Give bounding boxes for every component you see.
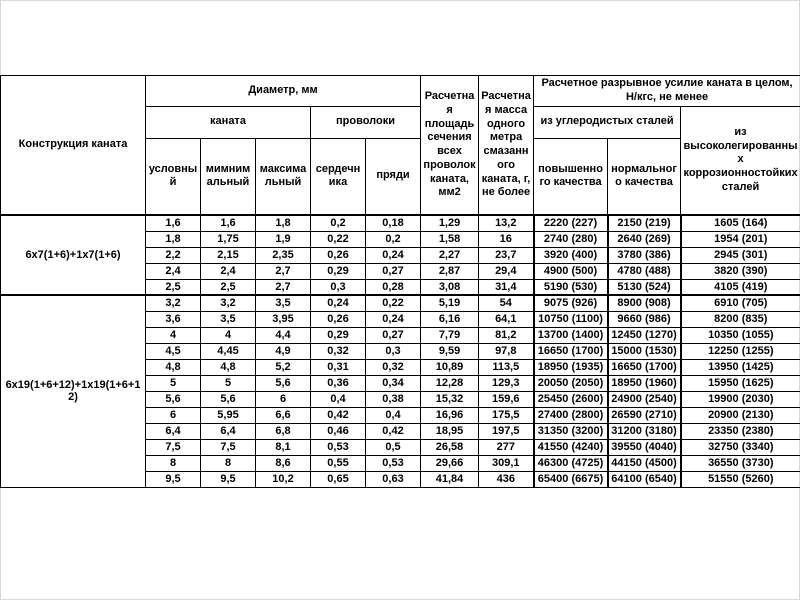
- data-cell: 15,32: [421, 391, 479, 407]
- data-cell: 29,66: [421, 455, 479, 471]
- data-cell: 2945 (301): [681, 247, 800, 263]
- data-cell: 0,65: [311, 471, 366, 487]
- data-cell: 3,95: [256, 311, 311, 327]
- data-cell: 1,9: [256, 231, 311, 247]
- data-cell: 197,5: [479, 423, 534, 439]
- data-cell: 65400 (6675): [534, 471, 608, 487]
- data-cell: 3,08: [421, 279, 479, 295]
- data-cell: 31200 (3180): [608, 423, 681, 439]
- rope-spec-table: [0, 75, 800, 488]
- data-cell: 9,5: [146, 471, 201, 487]
- data-cell: 4900 (500): [534, 263, 608, 279]
- col-header-diameter: Диаметр, мм: [146, 76, 421, 107]
- col-header-min: мимнимальный: [201, 138, 256, 215]
- data-cell: 97,8: [479, 343, 534, 359]
- data-cell: 1,6: [146, 215, 201, 231]
- data-cell: 31,4: [479, 279, 534, 295]
- data-cell: 15000 (1530): [608, 343, 681, 359]
- data-cell: 3,6: [146, 311, 201, 327]
- data-cell: 5: [146, 375, 201, 391]
- table-row: [1, 215, 800, 231]
- data-cell: 309,1: [479, 455, 534, 471]
- data-cell: 10,2: [256, 471, 311, 487]
- data-cell: 8200 (835): [681, 311, 800, 327]
- data-cell: 4: [146, 327, 201, 343]
- data-cell: 23,7: [479, 247, 534, 263]
- data-cell: 2,4: [201, 263, 256, 279]
- data-cell: 2,7: [256, 279, 311, 295]
- data-cell: 9,5: [201, 471, 256, 487]
- data-cell: 3780 (386): [608, 247, 681, 263]
- data-cell: 5190 (530): [534, 279, 608, 295]
- data-cell: 1,58: [421, 231, 479, 247]
- data-cell: 6910 (705): [681, 295, 800, 311]
- col-header-normal-quality: нормального качества: [608, 138, 681, 215]
- data-cell: 5,19: [421, 295, 479, 311]
- data-cell: 64100 (6540): [608, 471, 681, 487]
- data-cell: 10350 (1055): [681, 327, 800, 343]
- table-body: [1, 215, 800, 487]
- data-cell: 0,53: [311, 439, 366, 455]
- data-cell: 7,5: [201, 439, 256, 455]
- data-cell: 9,59: [421, 343, 479, 359]
- data-cell: 27400 (2800): [534, 407, 608, 423]
- col-header-strand: пряди: [366, 138, 421, 215]
- data-cell: 3,5: [201, 311, 256, 327]
- data-cell: 0,4: [366, 407, 421, 423]
- data-cell: 16,96: [421, 407, 479, 423]
- data-cell: 0,42: [366, 423, 421, 439]
- data-cell: 13700 (1400): [534, 327, 608, 343]
- data-cell: 13950 (1425): [681, 359, 800, 375]
- table-header: [1, 76, 800, 216]
- data-cell: 2220 (227): [534, 215, 608, 231]
- data-cell: 0,24: [311, 295, 366, 311]
- data-cell: 18,95: [421, 423, 479, 439]
- data-cell: 0,27: [366, 327, 421, 343]
- data-cell: 0,24: [366, 311, 421, 327]
- data-cell: 1605 (164): [681, 215, 800, 231]
- data-cell: 5,6: [256, 375, 311, 391]
- data-cell: 3,5: [256, 295, 311, 311]
- data-cell: 5,6: [146, 391, 201, 407]
- data-cell: 6: [146, 407, 201, 423]
- data-cell: 0,29: [311, 327, 366, 343]
- data-cell: 13,2: [479, 215, 534, 231]
- data-cell: 8,1: [256, 439, 311, 455]
- data-cell: 0,22: [311, 231, 366, 247]
- data-cell: 0,2: [311, 215, 366, 231]
- data-cell: 3820 (390): [681, 263, 800, 279]
- col-header-max: максимальный: [256, 138, 311, 215]
- data-cell: 129,3: [479, 375, 534, 391]
- data-cell: 0,26: [311, 247, 366, 263]
- data-cell: 4105 (419): [681, 279, 800, 295]
- data-cell: 0,34: [366, 375, 421, 391]
- construction-cell: 6х7(1+6)+1х7(1+6): [1, 215, 146, 295]
- construction-cell: 6х19(1+6+12)+1х19(1+6+12): [1, 295, 146, 487]
- data-cell: 2640 (269): [608, 231, 681, 247]
- data-cell: 24900 (2540): [608, 391, 681, 407]
- data-cell: 16650 (1700): [608, 359, 681, 375]
- data-cell: 159,6: [479, 391, 534, 407]
- data-cell: 0,5: [366, 439, 421, 455]
- data-cell: 6,6: [256, 407, 311, 423]
- data-cell: 12,28: [421, 375, 479, 391]
- data-cell: 81,2: [479, 327, 534, 343]
- col-header-construction: Конструкция каната: [1, 76, 146, 216]
- data-cell: 1,8: [146, 231, 201, 247]
- data-cell: 16650 (1700): [534, 343, 608, 359]
- data-cell: 9660 (986): [608, 311, 681, 327]
- data-cell: 5130 (524): [608, 279, 681, 295]
- data-cell: 20050 (2050): [534, 375, 608, 391]
- header-row-1: [1, 76, 800, 107]
- data-cell: 2150 (219): [608, 215, 681, 231]
- data-cell: 54: [479, 295, 534, 311]
- data-cell: 0,46: [311, 423, 366, 439]
- table-row: [1, 295, 800, 311]
- data-cell: 1,6: [201, 215, 256, 231]
- data-cell: 12450 (1270): [608, 327, 681, 343]
- data-cell: 0,3: [311, 279, 366, 295]
- data-cell: 26,58: [421, 439, 479, 455]
- col-header-mass: Расчетная масса одного метра смазанного каната, г, не более: [479, 76, 534, 216]
- col-header-alloy-steel: из высоколегированных коррозионностойких сталей: [681, 106, 800, 215]
- data-cell: 4,8: [146, 359, 201, 375]
- col-header-carbon-steel: из углеродистых сталей: [534, 106, 681, 138]
- data-cell: 9075 (926): [534, 295, 608, 311]
- data-cell: 2,5: [146, 279, 201, 295]
- data-cell: 19900 (2030): [681, 391, 800, 407]
- data-cell: 0,31: [311, 359, 366, 375]
- data-cell: 4,9: [256, 343, 311, 359]
- data-cell: 4,45: [201, 343, 256, 359]
- data-cell: 16: [479, 231, 534, 247]
- data-cell: 1954 (201): [681, 231, 800, 247]
- data-cell: 0,26: [311, 311, 366, 327]
- data-cell: 6: [256, 391, 311, 407]
- data-cell: 6,16: [421, 311, 479, 327]
- data-cell: 15950 (1625): [681, 375, 800, 391]
- data-cell: 2,4: [146, 263, 201, 279]
- data-cell: 26590 (2710): [608, 407, 681, 423]
- data-cell: 44150 (4500): [608, 455, 681, 471]
- col-header-rope: каната: [146, 106, 311, 138]
- data-cell: 3,2: [146, 295, 201, 311]
- data-cell: 113,5: [479, 359, 534, 375]
- data-cell: 0,53: [366, 455, 421, 471]
- data-cell: 2,2: [146, 247, 201, 263]
- data-cell: 25450 (2600): [534, 391, 608, 407]
- data-cell: 4,4: [256, 327, 311, 343]
- data-cell: 8,6: [256, 455, 311, 471]
- data-cell: 0,32: [311, 343, 366, 359]
- data-cell: 175,5: [479, 407, 534, 423]
- data-cell: 2,87: [421, 263, 479, 279]
- data-cell: 0,55: [311, 455, 366, 471]
- data-cell: 10750 (1100): [534, 311, 608, 327]
- data-cell: 51550 (5260): [681, 471, 800, 487]
- data-cell: 0,22: [366, 295, 421, 311]
- data-cell: 6,8: [256, 423, 311, 439]
- col-header-core: сердечника: [311, 138, 366, 215]
- data-cell: 12250 (1255): [681, 343, 800, 359]
- data-cell: 5,95: [201, 407, 256, 423]
- data-cell: 8: [201, 455, 256, 471]
- data-cell: 0,18: [366, 215, 421, 231]
- data-cell: 4: [201, 327, 256, 343]
- data-cell: 2,27: [421, 247, 479, 263]
- data-cell: 2,15: [201, 247, 256, 263]
- data-cell: 29,4: [479, 263, 534, 279]
- data-cell: 46300 (4725): [534, 455, 608, 471]
- data-cell: 41550 (4240): [534, 439, 608, 455]
- data-cell: 0,29: [311, 263, 366, 279]
- data-cell: 0,24: [366, 247, 421, 263]
- col-header-nominal: условный: [146, 138, 201, 215]
- data-cell: 5: [201, 375, 256, 391]
- col-header-high-quality: повышенного качества: [534, 138, 608, 215]
- data-cell: 3920 (400): [534, 247, 608, 263]
- data-cell: 277: [479, 439, 534, 455]
- data-cell: 7,5: [146, 439, 201, 455]
- data-cell: 0,32: [366, 359, 421, 375]
- data-cell: 31350 (3200): [534, 423, 608, 439]
- col-header-breaking-force: Расчетное разрывное усилие каната в целом, Н/кгс, не менее: [534, 76, 800, 107]
- data-cell: 0,42: [311, 407, 366, 423]
- data-cell: 20900 (2130): [681, 407, 800, 423]
- data-cell: 39550 (4040): [608, 439, 681, 455]
- data-cell: 1,29: [421, 215, 479, 231]
- data-cell: 0,27: [366, 263, 421, 279]
- data-cell: 4780 (488): [608, 263, 681, 279]
- data-cell: 64,1: [479, 311, 534, 327]
- data-cell: 32750 (3340): [681, 439, 800, 455]
- data-cell: 2,7: [256, 263, 311, 279]
- data-cell: 36550 (3730): [681, 455, 800, 471]
- data-cell: 2,5: [201, 279, 256, 295]
- data-cell: 2,35: [256, 247, 311, 263]
- data-cell: 0,4: [311, 391, 366, 407]
- data-cell: 41,84: [421, 471, 479, 487]
- data-cell: 0,63: [366, 471, 421, 487]
- data-cell: 1,75: [201, 231, 256, 247]
- data-cell: 3,2: [201, 295, 256, 311]
- data-cell: 6,4: [146, 423, 201, 439]
- data-cell: 0,3: [366, 343, 421, 359]
- data-cell: 4,5: [146, 343, 201, 359]
- data-cell: 0,2: [366, 231, 421, 247]
- col-header-wire: проволоки: [311, 106, 421, 138]
- data-cell: 0,28: [366, 279, 421, 295]
- data-cell: 10,89: [421, 359, 479, 375]
- data-cell: 18950 (1935): [534, 359, 608, 375]
- data-cell: 1,8: [256, 215, 311, 231]
- data-cell: 7,79: [421, 327, 479, 343]
- data-cell: 8: [146, 455, 201, 471]
- data-cell: 18950 (1960): [608, 375, 681, 391]
- data-cell: 436: [479, 471, 534, 487]
- data-cell: 4,8: [201, 359, 256, 375]
- col-header-area: Расчетная площадь сечения всех проволок каната, мм2: [421, 76, 479, 216]
- data-cell: 5,2: [256, 359, 311, 375]
- data-cell: 6,4: [201, 423, 256, 439]
- data-cell: 5,6: [201, 391, 256, 407]
- data-cell: 0,36: [311, 375, 366, 391]
- data-cell: 0,38: [366, 391, 421, 407]
- data-cell: 2740 (280): [534, 231, 608, 247]
- data-cell: 23350 (2380): [681, 423, 800, 439]
- data-cell: 8900 (908): [608, 295, 681, 311]
